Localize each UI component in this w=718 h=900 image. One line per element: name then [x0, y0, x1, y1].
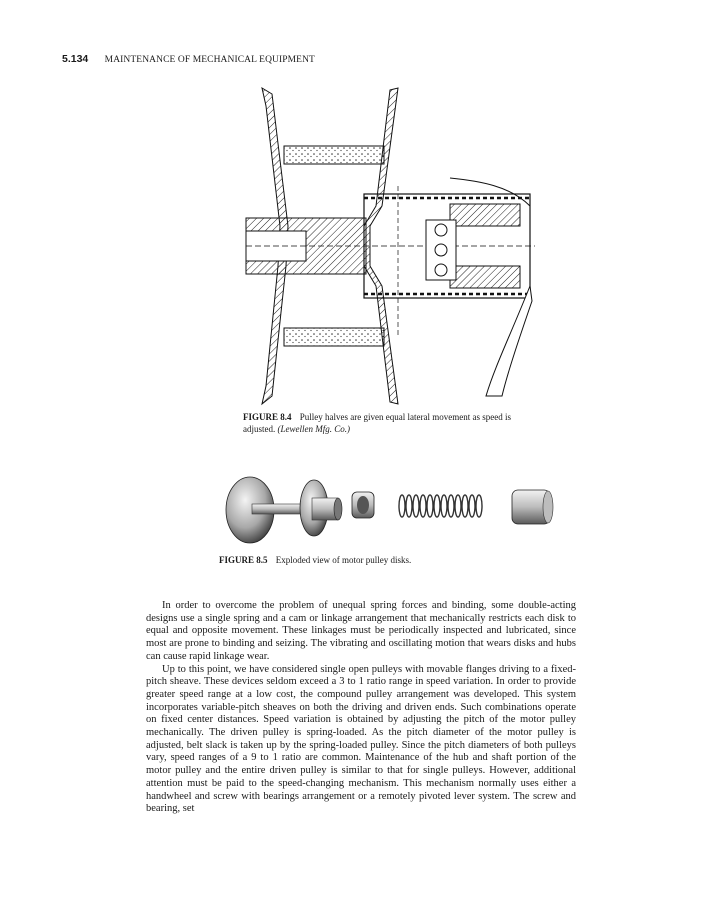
body-text: [146, 600, 576, 816]
figure-8-4-label: FIGURE 8.4: [243, 412, 292, 422]
page-number: 5.134: [62, 53, 89, 65]
figure-8-5-exploded-view: [212, 470, 572, 550]
figure-8-4-source: (Lewellen Mfg. Co.): [277, 424, 350, 434]
figure-8-4-caption: [243, 411, 543, 435]
figure-8-5-caption: [219, 555, 411, 565]
running-header: [62, 53, 315, 65]
paragraph: Up to this point, we have considered single open pulleys with movable flanges driving to a fixed-pitch sheave. These devices seldom exceed a 3 to 1 ratio range in speed variation. In order to provide greater speed range at a low cost, the compound pulley arrangement was developed. This system incorporates variable-pitch sheaves on both the driving and driven ends. Such combinations operate on fixed center distances. Speed variation is obtained by adjusting the pitch of the motor pulley mechanically. The driven pulley is spring-loaded. As the pitch diameter of the motor pulley is adjusted, belt slack is taken up by the spring-loaded pulley. Since the pitch diameters of both pulleys vary, speed ranges of a 9 to 1 ratio are common. Maintenance of the hub and shaft portion of the motor pulley and the entire driven pulley is similar to that for single pulleys. However, additional attention must be paid to the speed-changing mechanism. This mechanism normally uses either a handwheel and screw with bearings arrangement or a remotely pivoted lever system. The screw and bearing, set: [146, 663, 576, 815]
figure-8-4-pulley-cross-section: [240, 86, 540, 406]
figure-8-5-label: FIGURE 8.5: [219, 555, 268, 565]
paragraph: In order to overcome the problem of unequal spring forces and binding, some double-acting designs use a single spring and a cam or linkage arrangement that mechanically restricts each disk to equal and opposite movement. These linkages must be periodically inspected and lubricated, since most are prone to binding and seizing. The vibrating and oscillating motion that wears disks and hubs can cause rapid linkage wear.: [146, 600, 576, 662]
figure-8-5-caption-text: Exploded view of motor pulley disks.: [275, 555, 412, 565]
figure-8-4-caption-text: Pulley halves are given equal lateral movement as speed is adjusted.: [243, 412, 511, 434]
running-title: MAINTENANCE OF MECHANICAL EQUIPMENT: [104, 55, 315, 65]
